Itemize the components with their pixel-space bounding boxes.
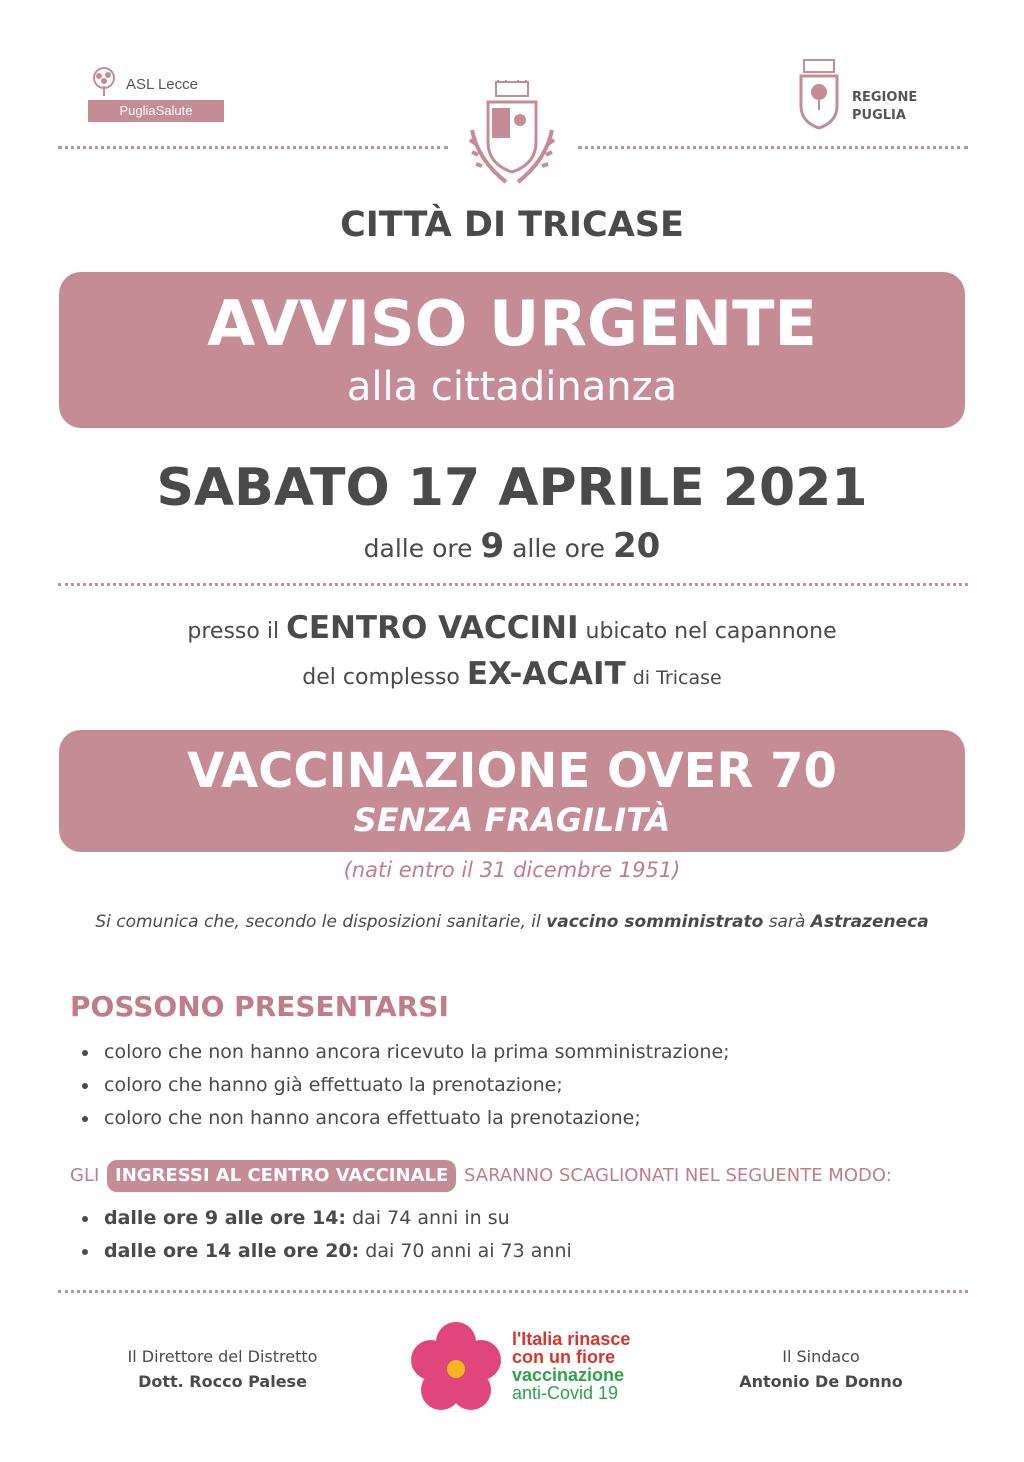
signature-left — [100, 1344, 345, 1394]
divider-top-left — [58, 146, 448, 149]
urgent-title: AVVISO URGENTE — [207, 287, 817, 360]
campaign-l3: vaccinazione — [512, 1365, 625, 1385]
location-l2-c: di Tricase — [632, 667, 722, 689]
location-l2-a: del complesso — [302, 665, 460, 690]
entries-heading — [70, 1160, 892, 1192]
urgent-banner — [59, 272, 965, 428]
list-item — [76, 1235, 572, 1268]
entries-pre: GLI — [70, 1165, 100, 1186]
divider-bottom — [58, 1290, 968, 1293]
urgent-subtitle: alla cittadinanza — [346, 364, 678, 410]
entries-post: SARANNO SCAGLIONATI NEL SEGUENTE MODO: — [464, 1165, 892, 1186]
event-hours — [0, 526, 1024, 569]
who-heading: POSSONO PRESENTARSI — [70, 990, 449, 1023]
left-name: Dott. Rocco Palese — [138, 1372, 307, 1391]
vaccination-banner — [59, 730, 965, 852]
campaign-l2: con un fiore — [512, 1347, 615, 1367]
communication-b: vaccino somministrato — [546, 912, 764, 932]
vaccination-subtitle: SENZA FRAGILITÀ — [353, 801, 671, 839]
hours-from-prefix: dalle ore — [363, 534, 473, 563]
list-item: coloro che non hanno ancora ricevuto la prima somministrazione; — [76, 1036, 730, 1069]
region-line1: REGIONE — [852, 90, 918, 105]
signature-right — [716, 1344, 926, 1394]
region-shield-icon — [798, 58, 840, 130]
campaign-l1: l'Italia rinasce — [512, 1329, 631, 1349]
list-item: coloro che non hanno ancora effettuato la prenotazione; — [76, 1102, 730, 1135]
hours-to: 20 — [612, 526, 661, 566]
asl-name: ASL Lecce — [126, 76, 198, 93]
hours-from: 9 — [480, 526, 505, 566]
vaccination-title: VACCINAZIONE OVER 70 — [187, 743, 837, 799]
location-line1 — [0, 606, 1024, 654]
region-logo — [798, 58, 938, 132]
location-center: CENTRO VACCINI — [286, 610, 579, 646]
divider-top-right — [578, 146, 968, 149]
tree-icon — [88, 66, 120, 98]
list-item: coloro che hanno già effettuato la prenotazione; — [76, 1069, 730, 1102]
asl-sub: PugliaSalute — [88, 100, 224, 122]
location-l1-c: ubicato nel capannone — [585, 619, 837, 644]
communication-a: Si comunica che, secondo le disposizioni sanitarie, il — [95, 912, 541, 932]
right-role: Il Sindaco — [782, 1347, 860, 1366]
campaign-logo — [512, 1330, 630, 1402]
communication-c: sarà — [768, 912, 806, 932]
divider-mid — [58, 583, 968, 586]
asl-logo — [88, 66, 228, 124]
location-complex: EX-ACAIT — [466, 656, 626, 692]
event-date: SABATO 17 APRILE 2021 — [156, 458, 868, 518]
hours-to-prefix: alle ore — [512, 534, 606, 563]
region-line2: PUGLIA — [852, 108, 906, 123]
who-list — [76, 1036, 730, 1135]
birth-note: (nati entro il 31 dicembre 1951) — [343, 858, 681, 882]
list-item — [76, 1202, 572, 1235]
flower-icon — [408, 1320, 504, 1416]
communication — [0, 912, 1024, 932]
campaign-l4: anti-Covid 19 — [512, 1383, 619, 1403]
city-crest-icon — [462, 80, 562, 192]
location-line2 — [0, 652, 1024, 700]
communication-d: Astrazeneca — [810, 912, 929, 932]
entry-time: dalle ore 9 alle ore 14: — [104, 1207, 347, 1229]
location-l1-a: presso il — [187, 619, 280, 644]
entries-highlight: INGRESSI AL CENTRO VACCINALE — [107, 1160, 456, 1192]
city-title: CITTÀ DI TRICASE — [340, 205, 684, 245]
entry-age: dai 74 anni in su — [352, 1207, 510, 1229]
entry-time: dalle ore 14 alle ore 20: — [104, 1240, 360, 1262]
entry-age: dai 70 anni ai 73 anni — [365, 1240, 572, 1262]
right-name: Antonio De Donno — [739, 1372, 903, 1391]
entries-list — [76, 1202, 572, 1268]
left-role: Il Direttore del Distretto — [127, 1347, 318, 1366]
